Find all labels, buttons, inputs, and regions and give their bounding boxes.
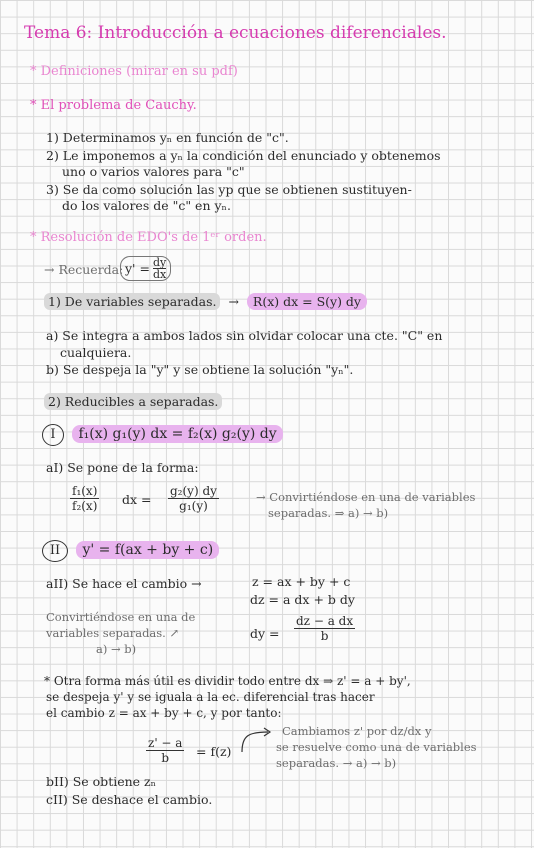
c-ii: cII) Se deshace el cambio. [46, 792, 213, 807]
change-line-2: dz = a dx + b dy [250, 592, 355, 607]
cauchy-step-1: 1) Determinamos yₙ en función de "c". [46, 130, 289, 145]
reducibles-label: 2) Reducibles a separadas. [44, 393, 222, 410]
reducibles-heading [44, 394, 222, 409]
convirt-line-3: a) → b) [96, 642, 137, 656]
case-i-frac1: $\frac{\text{f₁(x)}}{\text{f₂(x)}}$ [72, 484, 98, 513]
case-i-mid: dx = [122, 492, 152, 507]
case-i-badge: I [42, 424, 64, 446]
var-sep-arrow: → [228, 294, 239, 309]
cauchy-step-3: 3) Se da como solución las yp que se obtienen sustituyen- [46, 182, 412, 197]
case-ii-badge: II [42, 540, 68, 562]
page-title: Tema 6: Introducción a ecuaciones diferenciales. [24, 23, 447, 43]
final-rhs: = f(z) [196, 744, 232, 759]
otra-forma-1: * Otra forma más útil es dividir todo entre dx ⇒ z' = a + by', [44, 674, 411, 688]
case-i-a: aI) Se pone de la forma: [46, 460, 199, 475]
final-frac: $\frac{z' - a}{b}$ [148, 736, 183, 765]
b-ii: bII) Se obtiene zₙ [46, 774, 157, 789]
cauchy-step-2-cont: uno o varios valores para "c" [62, 164, 245, 179]
recuerda-lhs: y' = [125, 261, 150, 276]
otra-forma-3: el cambio z = ax + by + c, y por tanto: [46, 706, 282, 720]
case-i-frac2: $\frac{\text{g₂(y) dy}}{\text{g₁(y)}}$ [170, 484, 217, 513]
recuerda-den: dx [152, 268, 167, 281]
final-note-1: Cambiamos z' por dz/dx y [282, 724, 432, 738]
var-sep-row [44, 294, 367, 309]
recuerda-formula [120, 256, 171, 281]
edo-heading: * Resolución de EDO's de 1ᵉʳ orden. [30, 230, 267, 245]
recuerda-num: dy [152, 256, 167, 269]
final-note-2: se resuelve como una de variables [276, 740, 477, 754]
case-i-row [42, 424, 283, 446]
definitions-heading: * Definiciones (mirar en su pdf) [30, 64, 238, 79]
convirt-line-1: Convirtiéndose en una de [46, 610, 196, 624]
cauchy-heading: * El problema de Cauchy. [30, 98, 197, 113]
cauchy-step-3-cont: do los valores de "c" en yₙ. [62, 198, 231, 213]
change-line-1: z = ax + by + c [252, 574, 351, 589]
case-i-formula: f₁(x) g₁(y) dx = f₂(x) g₂(y) dy [72, 425, 282, 443]
case-ii-row [42, 540, 219, 562]
otra-forma-2: se despeja y' y se iguala a la ec. diferencial tras hacer [46, 690, 375, 704]
var-sep-label: 1) De variables separadas. [44, 293, 220, 310]
recuerda-label: → Recuerda: [44, 262, 124, 277]
cauchy-step-2: 2) Le imponemos a yₙ la condición del enunciado y obtenemos [46, 148, 441, 163]
case-i-note-1: → Convirtiéndose en una de variables [256, 490, 476, 504]
case-ii-formula: y' = f(ax + by + c) [76, 541, 219, 559]
final-note-3: separadas. → a) → b) [276, 756, 397, 770]
convirt-line-2: variables separadas. ↗ [46, 626, 180, 640]
var-sep-note-a: a) Se integra a ambos lados sin olvidar colocar una cte. "C" en [46, 328, 443, 343]
dy-frac: $\frac{\text{dz − a dx}}{b}$ [296, 614, 354, 643]
curved-arrow-icon [238, 726, 278, 754]
var-sep-note-a-cont: cualquiera. [60, 345, 132, 360]
dy-label: dy = [250, 626, 280, 641]
case-i-note-2: separadas. ⇒ a) → b) [268, 506, 389, 520]
case-ii-a: aII) Se hace el cambio → [46, 576, 202, 591]
var-sep-formula: R(x) dx = S(y) dy [247, 293, 367, 310]
var-sep-note-b: b) Se despeja la "y" y se obtiene la solución "yₙ". [46, 362, 354, 377]
